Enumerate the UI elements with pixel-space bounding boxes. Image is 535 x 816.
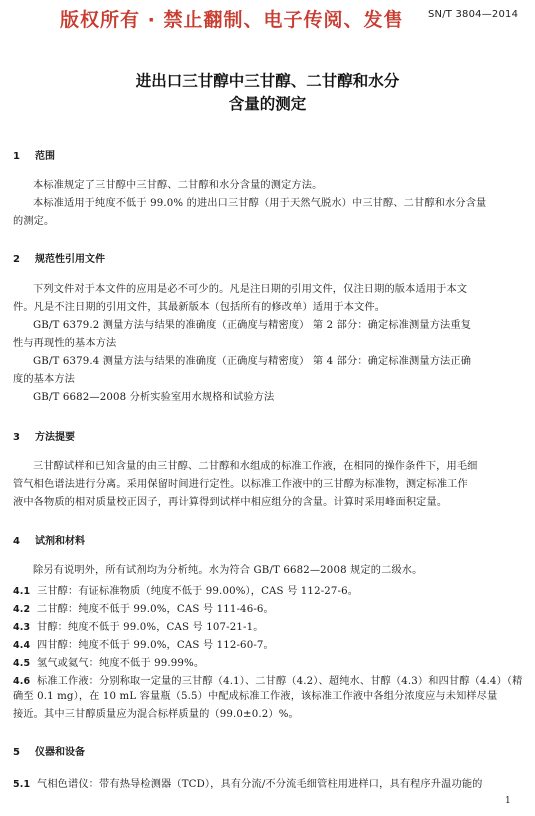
section-title: 方法提要	[35, 432, 75, 443]
reference-entry: GB/T 6379.4 测量方法与结果的准确度（正确度与精密度） 第 4 部分：确定标准测量方法正确	[33, 356, 472, 367]
document-title-line2: 含量的测定	[228, 95, 307, 113]
clause-text: 氢气或氦气：纯度不低于 99.99%。	[37, 658, 205, 669]
clause-number: 4.4	[13, 640, 31, 651]
section-heading-method-summary	[13, 428, 75, 443]
reference-entry: GB/T 6682—2008 分析实验室用水规格和试验方法	[33, 392, 275, 403]
clause-text: 标准工作液：分别称取一定量的三甘醇（4.1）、二甘醇（4.2）、超纯水、甘醇（4.3）和四甘醇（4.4）（精	[37, 676, 523, 687]
clause-number: 4.3	[13, 622, 31, 633]
clause-number: 4.5	[13, 658, 31, 669]
paragraph-continuation: 液中各物质的相对质量校正因子，再计算得到试样中相应组分的含量。计算时采用峰面积定量。	[13, 497, 448, 508]
paragraph: 本标准规定了三甘醇中三甘醇、二甘醇和水分含量的测定方法。	[33, 180, 323, 191]
section-heading-scope	[13, 147, 55, 162]
clause-number: 4.2	[13, 604, 31, 615]
clause-text: 二甘醇：纯度不低于 99.0%，CAS 号 111-46-6。	[37, 604, 274, 615]
section-title: 仪器和设备	[35, 747, 85, 758]
copyright-watermark: 版权所有 · 禁止翻制、电子传阅、发售	[60, 9, 404, 31]
clause-number: 4.1	[13, 586, 31, 597]
section-heading-normative-references	[13, 250, 105, 265]
paragraph: 本标准适用于纯度不低于 99.0% 的进出口三甘醇（用于天然气脱水）中三甘醇、二甘醇和水分含量	[33, 198, 487, 209]
clause-4-3	[13, 618, 264, 633]
clause-4-4	[13, 636, 274, 651]
section-number: 4	[13, 536, 20, 547]
paragraph-continuation: 件。凡是不注日期的引用文件，其最新版本（包括所有的修改单）适用于本文件。	[13, 302, 386, 313]
paragraph: 下列文件对于本文件的应用是必不可少的。凡是注日期的引用文件，仅注日期的版本适用于本文	[33, 284, 468, 295]
reference-entry-continuation: 性与再现性的基本方法	[13, 338, 117, 349]
page-number: 1	[505, 796, 511, 806]
paragraph: 除另有说明外，所有试剂均为分析纯。水为符合 GB/T 6682—2008 规定的二级水。	[33, 565, 423, 576]
reference-entry-continuation: 度的基本方法	[13, 374, 76, 385]
reference-entry: GB/T 6379.2 测量方法与结果的准确度（正确度与精密度） 第 2 部分：确定标准测量方法重复	[33, 320, 472, 331]
clause-5-1	[13, 775, 483, 790]
clause-text: 三甘醇：有证标准物质（纯度不低于 99.00%），CAS 号 112-27-6。	[37, 586, 359, 597]
clause-text: 甘醇：纯度不低于 99.0%，CAS 号 107-21-1。	[37, 622, 264, 633]
section-number: 5	[13, 747, 20, 758]
document-title-line1: 进出口三甘醇中三甘醇、二甘醇和水分	[135, 72, 400, 90]
clause-continuation: 确至 0.1 mg），在 10 mL 容量瓶（5.5）中配成标准工作液，该标准工作液中各组分浓度应与未知样尽量	[13, 691, 498, 702]
clause-text: 四甘醇：纯度不低于 99.0%，CAS 号 112-60-7。	[37, 640, 274, 651]
section-number: 3	[13, 432, 20, 443]
clause-text: 气相色谱仪：带有热导检测器（TCD），具有分流/不分流毛细管柱用进样口，具有程序升温功能的	[37, 779, 483, 790]
clause-4-6	[13, 672, 522, 687]
clause-4-5	[13, 654, 204, 669]
paragraph-continuation: 管气相色谱法进行分离。采用保留时间进行定性。以标准工作液中的三甘醇为标准物，测定标准工作	[13, 479, 468, 490]
paragraph-continuation: 的测定。	[13, 216, 55, 227]
clause-continuation: 接近。其中三甘醇质量应为混合标样质量的（99.0±0.2）%。	[13, 709, 299, 720]
paragraph: 三甘醇试样和已知含量的由三甘醇、二甘醇和水组成的标准工作液，在相同的操作条件下，用毛细	[33, 461, 478, 472]
section-heading-reagents	[13, 532, 85, 547]
clause-4-2	[13, 600, 274, 615]
section-number: 2	[13, 254, 20, 265]
clause-4-1	[13, 582, 358, 597]
section-heading-apparatus	[13, 743, 85, 758]
section-title: 范围	[35, 151, 55, 162]
section-number: 1	[13, 151, 20, 162]
section-title: 规范性引用文件	[35, 254, 105, 265]
section-title: 试剂和材料	[35, 536, 85, 547]
clause-number: 5.1	[13, 779, 31, 790]
standard-code: SN/T 3804—2014	[428, 9, 519, 20]
clause-number: 4.6	[13, 676, 31, 687]
